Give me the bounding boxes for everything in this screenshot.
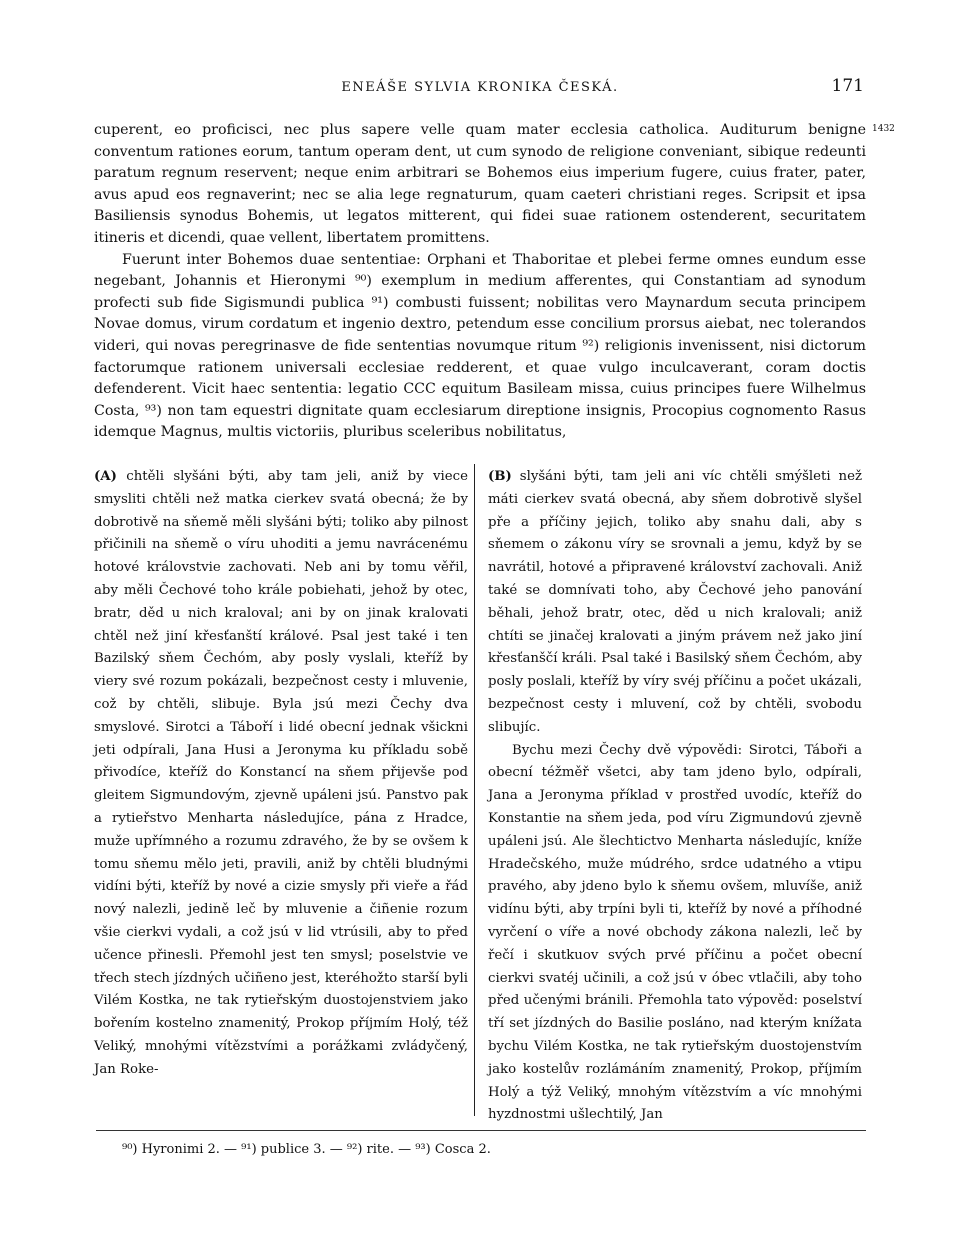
- page-number: 171: [831, 76, 864, 96]
- column-b-label: (B): [488, 469, 512, 484]
- latin-paragraph: Fuerunt inter Bohemos duae sententiae: Orphani et Thaboritae et plebei ferme omnes eundum esse negebant, Johannis et Hieronymi ⁹⁰) exemplum in medium afferentes, qui Constantiam ad synodum profecti sub fide Sigismundi publica ⁹¹) combusti fuissent; nobilitas vero Maynardum secuta principem Novae domus, virum cordatum et ingenio dextro, petendum esse concilium prorsus aiebat, nec tolerandos videri, qui novas peregrinasve de fide sententias novumque ritum ⁹²) religionis invenissent, nisi dictorum factorumque rationem universali ecclesiae redderent, et quae vulgo inculcaverant, coram doctis defenderent. Vicit haec sententia: legatio CCC equitum Basileam missa, cuius principes fuere Wilhelmus Costa, ⁹³) non tam equestri dignitate quam ecclesiarum direptione insignis, Procopius cognomento Rasus idemque Magnus, multis victoriis, pluribus sceleribus nobilitatus,: [94, 251, 866, 441]
- column-a-label: (A): [94, 469, 117, 484]
- margin-year-note: 1432: [872, 124, 895, 134]
- footnotes: ⁹⁰) Hyronimi 2. — ⁹¹) publice 3. — ⁹²) rite. — ⁹³) Cosca 2.: [122, 1142, 491, 1157]
- footnote-rule: [96, 1130, 866, 1131]
- czech-column-b: [488, 466, 862, 1127]
- column-b-text: slyšáni býti, tam jeli ani víc chtěli smýšleti než máti cierkev svatá obecná, aby sňem dobrotivě slyšel pře a příčiny jejich, toliko aby snahu dali, aby s sňemem o zákonu víry se srovnali a jemu, když by se navrátil, hotové a připravené království zachovali. Aniž také se domnívati toho, aby Čechové jeho panování běhali, jehož bratr, otec, děd u nich kralovali; aniž chtíti se jinačej kralovati a jiným právem než jako jiní křesťanščí králi. Psal také i Basilský sňem Čechóm, aby posly poslali, kteříž by víry svéj příčinu a počet ukázali, bezpečnost cesty i mluvení, což by chtěli, svobodu slibujíc.: [488, 469, 862, 735]
- column-b-paragraph: Bychu mezi Čechy dvě výpovědi: Sirotci, Táboři a obecní téžměř všetci, aby tam jdeno bylo, odpírali, Jana a Jeronyma příklad v prostřed uvodíc, kteříž do Konstantie na sňem jeda, pod víru Zigmundovú zjevně upáleni jsú. Ale šlechtictvo Menharta následujíc, kníže Hradečského, muže múdrého, srdce udatného a vtipu pravého, aby jdeno bylo k sňemu ovšem, mluvíše, aniž vidínu býti, aby trpíni byli ti, kteříž by nové a příhodné vyrčení o víře a nové obchody zákona nalezli, leč by řečí i skutkuov svých prvé příčinu a počet obecní cierkvi svatéj učinili, a což jsú v óbec vtlačili, aby toho před učenými bránili. Přemohla tato výpověd: poselství tří set jízdných do Basilie posláno, nad kterým kníž̌ata bychu Vilém Kostka, ne tak rytieřským duostojenstvím jako kostelův rozlámáním znamenitý, Prokop, příjmím Holý a týž Veliký, mnohým vítězstvím a víc mnohými hyzdnostmi ušlechtilý, Jan: [488, 742, 862, 1123]
- latin-text-block: [94, 120, 866, 444]
- czech-column-a: [94, 466, 468, 1082]
- column-divider: [474, 464, 475, 1116]
- column-a-text: chtěli slyšáni býti, aby tam jeli, aniž by viece smysliti chtěli než matka cierkev svatá obecná; že by dobrotivě na sňemě měli slyšáni býti; toliko aby pilnost přičinili na sňemě o víru uhoditi a jemu navrácenému hotové královstvie zachovati. Neb ani by tomu věřil, aby měli Čechové toho krále pobiehati, jehož by otec, bratr, děd u nich kraloval; ani by on jinak kralovati chtěl než jiní křesťanští králové. Psal jest také i ten Bazilský sňem Čechóm, aby posly vyslali, kteříž by viery své rozum pokázali, bezpečnost cesty i mluvenie, což by chtěli, slibuje. Byla jsú mezi Čechy dva smyslové. Sirotci a Táboří i lidé obecní jednak všickni jeti odpírali, Jana Husi a Jeronyma ku příkladu sobě přivodíce, kteříž do Konstancí na sňem přijevše pod gleitem Sigmundovým, zjevně upáleni jsú. Panstvo pak a rytieřstvo Menharta následujíce, pána z Hradce, muže upřímného a rozumu zdravého, že by se ovšem k tomu sňemu mělo jeti, pravili, aniž by chtěli bludnými vidíni býti, kteříž by nové a cizie smysly při vieře a řád nový nalezli, jedině leč by mluvenie a čiñenie rozum všie cierkvi vydali, a což jsú v lid vtrúsili, aby to před učence přinesli. Přemohl jest ten smysl; poselstvie ve třech stech jízdných učiñeno jest, kteréhožto starší byli Vilém Kostka, ne tak rytieřským duostojenstviem jako bořením kostelno znamenitý, Prokop příjmím Holý, též Veliký, mnohými vítězstvími a porážkami zvládyčený, Jan Roke-: [94, 469, 468, 1077]
- running-title: ENEÁŠE SYLVIA KRONIKA ČESKÁ.: [341, 80, 619, 95]
- page-header: [96, 76, 864, 100]
- column-a-paragraph: [94, 466, 468, 1082]
- latin-paragraph: cuperent, eo proficisci, nec plus sapere velle quam mater ecclesia catholica. Auditurum benigne conventum rationes eorum, tantum operam dent, ut cum synodo de religione conveniant, sibique redeunti paratum regnum reservent; neque enim arbitrari se Bohemos eius imperium fugere, cuius frater, pater, avus apud eos regnaverint; nec se alia lege regnaturum, quam caeteri christiani reges. Scripsit et ipsa Basiliensis synodus Bohemis, ut legatos mitterent, qui fidei suae rationem ostenderent, securitatem itineris et dicendi, quae vellent, libertatem promittens.: [94, 122, 866, 246]
- column-b-paragraph: [488, 466, 862, 740]
